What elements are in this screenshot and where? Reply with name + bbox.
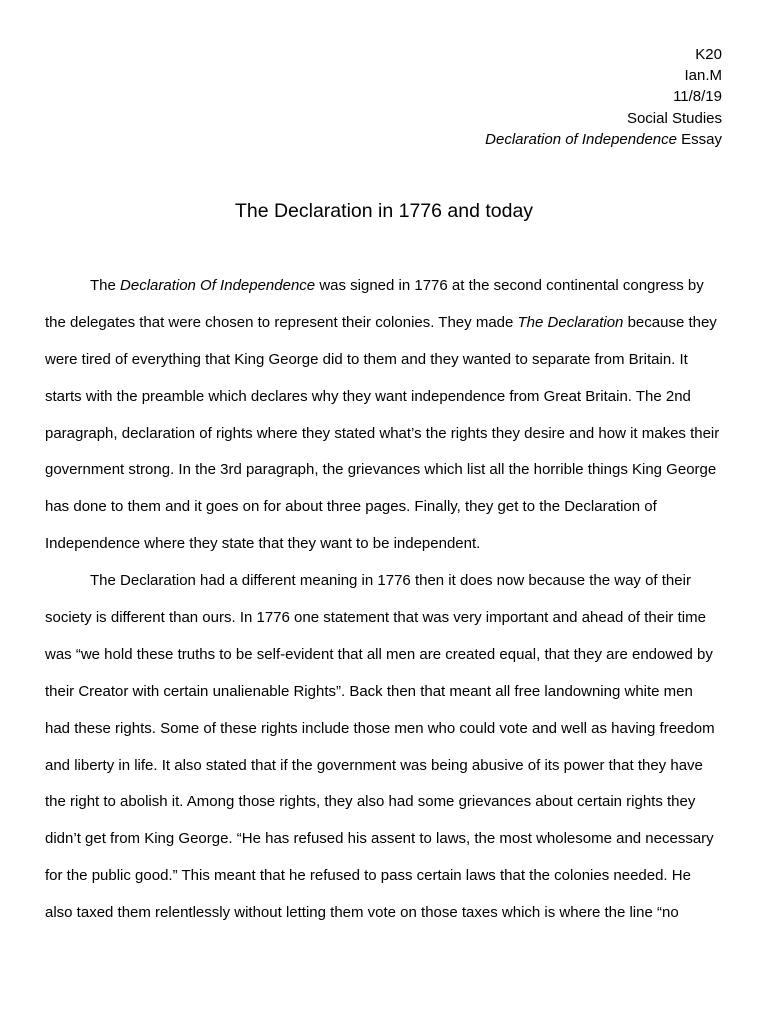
body-line: government strong. In the 3rd paragraph, the grievances which list all the horrible things King George <box>45 461 717 479</box>
header-assignment-rest: Essay <box>676 130 722 148</box>
header-author: Ian.M <box>684 67 722 85</box>
body-line: also taxed them relentlessly without letting them vote on those taxes which is where the line “no <box>45 904 679 922</box>
body-line: for the public good.” This meant that he refused to pass certain laws that the colonies needed. He <box>45 867 691 885</box>
body-line: The Declaration had a different meaning in 1776 then it does now because the way of their <box>90 572 691 590</box>
header-class-code: K20 <box>695 46 722 63</box>
body-line: were tired of everything that King George did to them and they wanted to separate from Britain. It <box>45 350 688 368</box>
essay-header <box>485 44 722 150</box>
body-line: and liberty in life. It also stated that if the government was being abusive of its power that they have <box>45 756 703 774</box>
text-run-italic: The Declaration <box>517 313 624 331</box>
essay-body <box>45 268 735 932</box>
body-line <box>45 268 735 305</box>
text-run: was signed in 1776 at the second continental congress by <box>315 277 704 294</box>
body-line: didn’t get from King George. “He has refused his assent to laws, the most wholesome and necessary <box>45 830 714 848</box>
body-line <box>45 305 735 342</box>
body-line: has done to them and it goes on for about three pages. Finally, they get to the Declaration of <box>45 498 657 516</box>
body-line: Independence where they state that they want to be independent. <box>45 535 481 553</box>
text-run: because they <box>623 313 717 331</box>
body-line: society is different than ours. In 1776 one statement that was very important and ahead of their time <box>45 609 706 627</box>
text-run: the delegates that were chosen to represent their colonies. They made <box>45 313 518 331</box>
body-line: had these rights. Some of these rights include those men who could vote and well as having freedom <box>45 719 715 737</box>
text-run: The <box>90 277 121 294</box>
body-line: starts with the preamble which declares why they want independence from Great Britain. The 2nd <box>45 387 691 405</box>
header-subject: Social Studies <box>626 109 722 127</box>
header-assignment <box>485 129 722 150</box>
body-line: the right to abolish it. Among those rights, they also had some grievances about certain rights they <box>45 793 696 811</box>
body-line: was “we hold these truths to be self-evident that all men are created equal, that they are endowed by <box>45 645 713 663</box>
body-line: paragraph, declaration of rights where they stated what’s the rights they desire and how it makes their <box>45 424 720 442</box>
body-line: their Creator with certain unalienable Rights”. Back then that meant all free landowning white men <box>45 682 693 700</box>
essay-title: The Declaration in 1776 and today <box>234 200 534 222</box>
text-run-italic: Declaration Of Independence <box>120 277 316 294</box>
header-date: 11/8/19 <box>673 88 722 106</box>
header-assignment-italic: Declaration of Independence <box>485 130 677 148</box>
